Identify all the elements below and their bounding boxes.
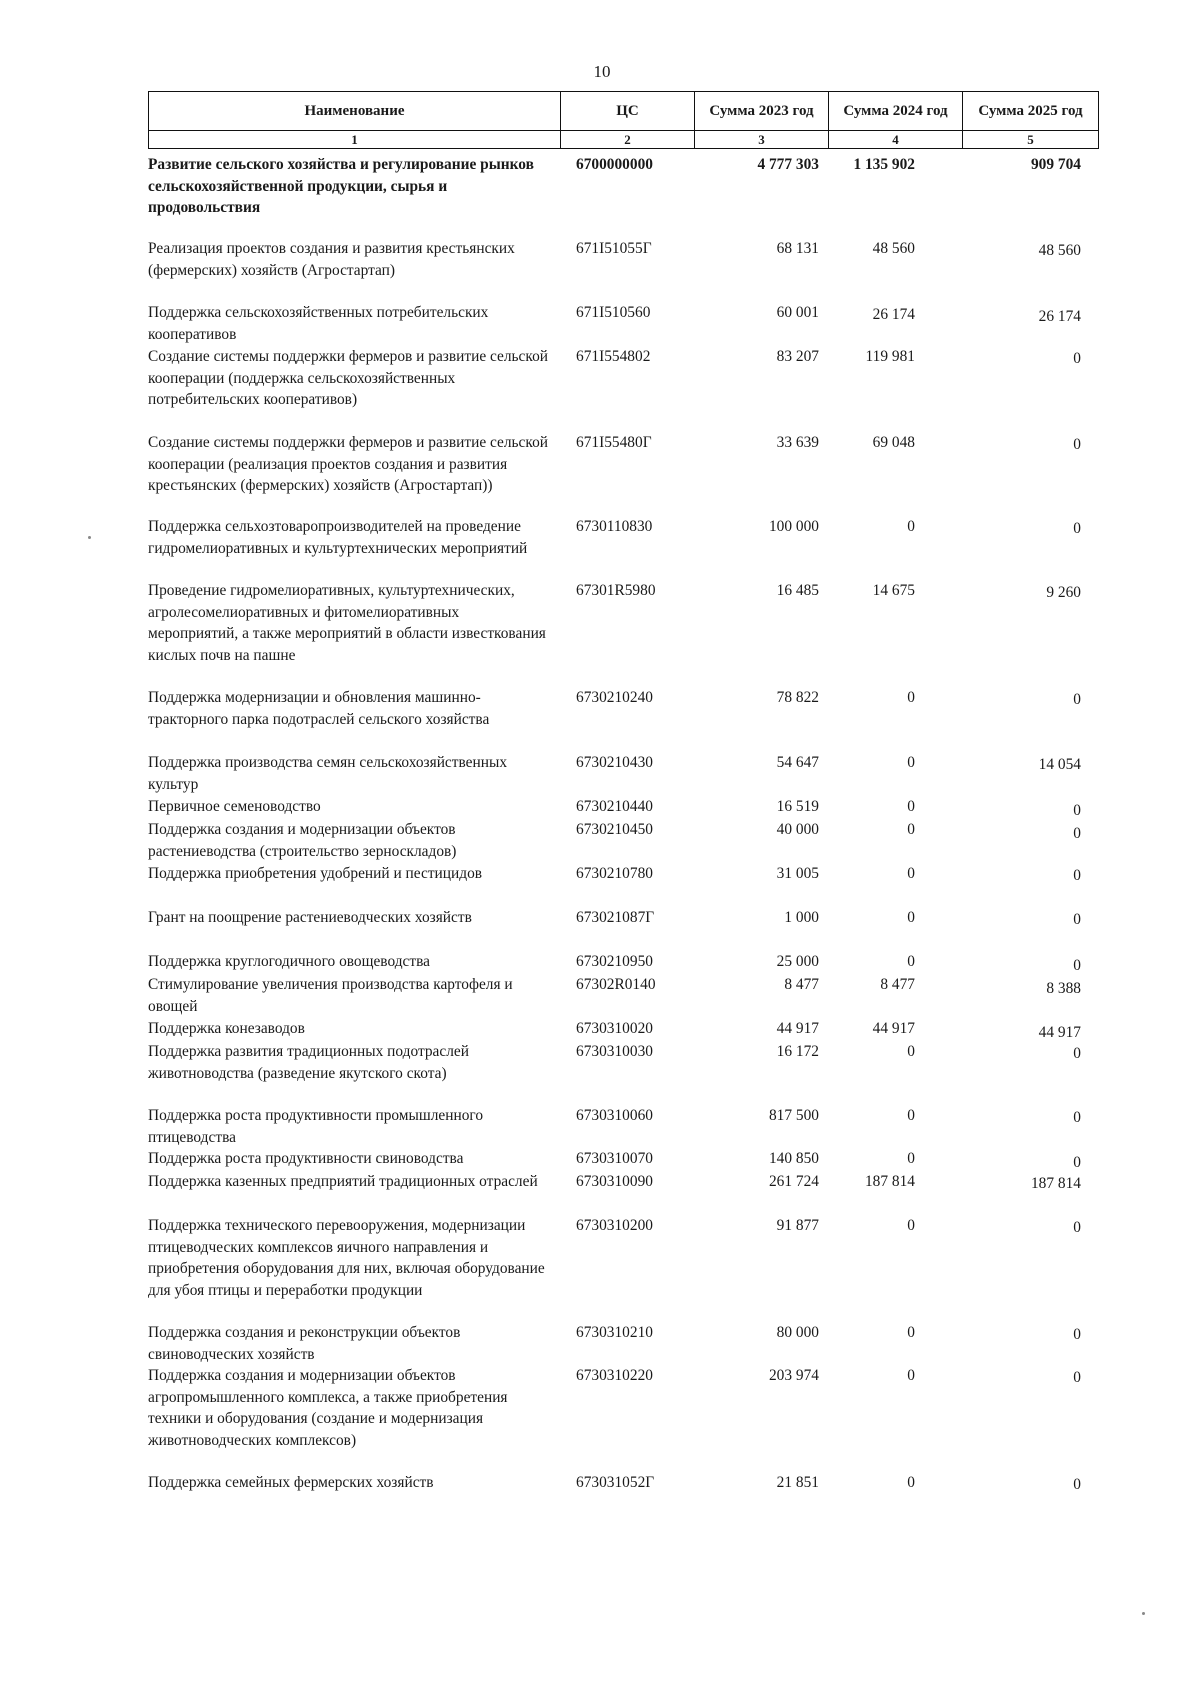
- header-number-4: 4: [829, 131, 963, 149]
- row-name: Поддержка сельскохозяйственных потребительских кооперативов: [148, 304, 489, 343]
- table-row: [148, 302, 1084, 345]
- scan-speck: [1142, 1612, 1145, 1615]
- row-sum-2024: 69 048: [872, 434, 915, 451]
- row-sum-2025: 0: [1073, 867, 1081, 884]
- table-row: [148, 752, 1084, 795]
- table-row: [148, 238, 1084, 281]
- table-row: [148, 1041, 1084, 1084]
- row-sum-2023: 78 822: [776, 689, 819, 706]
- header-sum-2025: Сумма 2025 год: [963, 92, 1099, 131]
- row-cs: 6730310020: [576, 1020, 653, 1037]
- table-row: [148, 1105, 1084, 1148]
- row-sum-2023: 33 639: [776, 434, 819, 451]
- row-sum-2024: 0: [907, 1150, 915, 1167]
- row-sum-2025: 909 704: [1030, 156, 1081, 173]
- row-cs: 6730310200: [576, 1217, 653, 1234]
- row-name: Первичное семеноводство: [148, 798, 321, 815]
- table-row: [148, 819, 1084, 862]
- row-cs: 673021087Г: [576, 909, 655, 926]
- row-sum-2023: 31 005: [776, 865, 819, 882]
- row-cs: 67301R5980: [576, 582, 656, 599]
- row-sum-2025: 9 260: [1046, 584, 1081, 601]
- row-sum-2025: 44 917: [1038, 1024, 1081, 1041]
- row-name: Поддержка создания и модернизации объектов агропромышленного комплекса, а также приобретения техники и оборудования (создание и модернизация животноводческих комплексов): [148, 1367, 508, 1449]
- row-sum-2023: 44 917: [776, 1020, 819, 1037]
- row-sum-2024: 0: [907, 1107, 915, 1124]
- header-sum-2024: Сумма 2024 год: [829, 92, 963, 131]
- row-name: Поддержка приобретения удобрений и пестицидов: [148, 865, 483, 882]
- row-sum-2024: 0: [907, 953, 915, 970]
- row-name: Поддержка развития традиционных подотраслей животноводства (разведение якутского скота): [148, 1043, 469, 1082]
- row-sum-2025: 0: [1073, 911, 1081, 928]
- row-sum-2025: 14 054: [1038, 756, 1081, 773]
- row-cs: 671I554802: [576, 348, 651, 365]
- row-sum-2023: 40 000: [776, 821, 819, 838]
- row-sum-2023: 68 131: [776, 240, 819, 257]
- row-cs: 6730310070: [576, 1150, 653, 1167]
- row-name: Поддержка семейных фермерских хозяйств: [148, 1474, 434, 1491]
- row-cs: 6700000000: [576, 156, 653, 173]
- row-sum-2024: 0: [907, 1324, 915, 1341]
- row-sum-2025: 0: [1073, 1369, 1081, 1386]
- row-sum-2024: 0: [907, 1367, 915, 1384]
- row-name: Поддержка конезаводов: [148, 1020, 305, 1037]
- row-sum-2025: 0: [1073, 1476, 1081, 1493]
- row-cs: 6730310220: [576, 1367, 653, 1384]
- row-cs: 6730210780: [576, 865, 653, 882]
- header-number-3: 3: [695, 131, 829, 149]
- row-sum-2024: 1 135 902: [853, 156, 915, 173]
- header-number-5: 5: [963, 131, 1099, 149]
- table-row: [148, 687, 1084, 730]
- row-name: Поддержка технического перевооружения, модернизации птицеводческих комплексов яичного направления и приобретения оборудования для них, включая оборудование для убоя птицы и переработки продукции: [148, 1217, 545, 1299]
- row-cs: 6730310210: [576, 1324, 653, 1341]
- row-sum-2023: 817 500: [768, 1107, 819, 1124]
- row-sum-2023: 203 974: [768, 1367, 819, 1384]
- row-sum-2025: 0: [1073, 1154, 1081, 1171]
- header-cs: ЦС: [561, 92, 695, 131]
- row-name: Развитие сельского хозяйства и регулирование рынков сельскохозяйственной продукции, сырья и продовольствия: [148, 156, 534, 216]
- row-sum-2025: 0: [1073, 1326, 1081, 1343]
- row-sum-2024: 0: [907, 821, 915, 838]
- row-sum-2023: 261 724: [768, 1173, 819, 1190]
- row-sum-2023: 54 647: [776, 754, 819, 771]
- row-sum-2025: 0: [1073, 436, 1081, 453]
- row-sum-2025: 0: [1073, 350, 1081, 367]
- header-number-1: 1: [149, 131, 561, 149]
- row-name: Поддержка круглогодичного овощеводства: [148, 953, 431, 970]
- row-sum-2024: 48 560: [872, 240, 915, 257]
- row-sum-2023: 16 172: [776, 1043, 819, 1060]
- row-cs: 6730210240: [576, 689, 653, 706]
- table-row: [148, 796, 1084, 822]
- row-name: Стимулирование увеличения производства картофеля и овощей: [148, 976, 513, 1015]
- row-sum-2025: 0: [1073, 802, 1081, 819]
- row-sum-2023: 60 001: [776, 304, 819, 321]
- row-sum-2025: 187 814: [1030, 1175, 1081, 1192]
- row-sum-2023: 140 850: [768, 1150, 819, 1167]
- row-cs: 67302R0140: [576, 976, 656, 993]
- row-name: Поддержка модернизации и обновления машинно-тракторного парка подотраслей сельского хозяйства: [148, 689, 490, 728]
- row-cs: 6730110830: [576, 518, 653, 535]
- table-header: [148, 91, 1099, 149]
- table-row: [148, 1148, 1084, 1174]
- table-row: [148, 1215, 1084, 1301]
- row-sum-2023: 25 000: [776, 953, 819, 970]
- row-sum-2024: 0: [907, 798, 915, 815]
- row-sum-2025: 26 174: [1038, 308, 1081, 325]
- row-sum-2023: 1 000: [784, 909, 819, 926]
- row-sum-2024: 0: [907, 909, 915, 926]
- row-sum-2023: 91 877: [776, 1217, 819, 1234]
- row-cs: 6730210440: [576, 798, 653, 815]
- row-cs: 6730210430: [576, 754, 653, 771]
- row-sum-2025: 0: [1073, 691, 1081, 708]
- row-sum-2023: 16 519: [776, 798, 819, 815]
- row-sum-2023: 8 477: [784, 976, 819, 993]
- table-row: [148, 863, 1084, 887]
- table-row: [148, 1171, 1084, 1195]
- row-sum-2024: 0: [907, 754, 915, 771]
- table-row: [148, 974, 1084, 1017]
- row-sum-2024: 0: [907, 1217, 915, 1234]
- table-row: [148, 951, 1084, 977]
- row-sum-2023: 21 851: [776, 1474, 819, 1491]
- row-name: Создание системы поддержки фермеров и развитие сельской кооперации (поддержка сельскохозяйственных потребительских кооперативов): [148, 348, 549, 408]
- row-cs: 6730310030: [576, 1043, 653, 1060]
- row-sum-2024: 8 477: [880, 976, 915, 993]
- row-name: Поддержка производства семян сельскохозяйственных культур: [148, 754, 508, 793]
- row-sum-2024: 0: [907, 1474, 915, 1491]
- table-row: [148, 1018, 1084, 1044]
- table-row: [148, 1322, 1084, 1365]
- row-sum-2023: 16 485: [776, 582, 819, 599]
- row-name: Грант на поощрение растениеводческих хозяйств: [148, 909, 472, 926]
- row-cs: 6730210450: [576, 821, 653, 838]
- row-sum-2024: 119 981: [865, 348, 915, 365]
- row-sum-2025: 0: [1073, 520, 1081, 537]
- row-sum-2025: 0: [1073, 1109, 1081, 1126]
- row-sum-2023: 4 777 303: [757, 156, 819, 173]
- row-name: Проведение гидромелиоративных, культуртехнических, агролесомелиоративных и фитомелиоративных мероприятий, а также мероприятий в области известкования кислых почв на пашне: [148, 582, 546, 664]
- row-name: Поддержка сельхозтоваропроизводителей на проведение гидромелиоративных и культуртехнических мероприятий: [148, 518, 528, 557]
- table-row: [148, 580, 1084, 666]
- row-sum-2024: 44 917: [872, 1020, 915, 1037]
- row-sum-2023: 80 000: [776, 1324, 819, 1341]
- row-cs: 6730310060: [576, 1107, 653, 1124]
- row-sum-2025: 0: [1073, 1219, 1081, 1236]
- row-cs: 671I510560: [576, 304, 651, 321]
- row-sum-2024: 0: [907, 865, 915, 882]
- table-row: [148, 346, 1084, 411]
- row-sum-2024: 0: [907, 518, 915, 535]
- row-name: Поддержка роста продуктивности свиноводства: [148, 1150, 464, 1167]
- row-sum-2025: 48 560: [1038, 242, 1081, 259]
- table-row: [148, 1365, 1084, 1451]
- row-sum-2023: 100 000: [768, 518, 819, 535]
- row-name: Поддержка казенных предприятий традиционных отраслей: [148, 1173, 538, 1190]
- row-sum-2025: 0: [1073, 1045, 1081, 1062]
- row-name: Поддержка создания и реконструкции объектов свиноводческих хозяйств: [148, 1324, 461, 1363]
- row-sum-2024: 0: [907, 689, 915, 706]
- row-sum-2023: 83 207: [776, 348, 819, 365]
- row-cs: 6730210950: [576, 953, 653, 970]
- row-cs: 671I51055Г: [576, 240, 652, 257]
- row-cs: 671I55480Г: [576, 434, 652, 451]
- table-row: [148, 907, 1084, 931]
- row-cs: 673031052Г: [576, 1474, 655, 1491]
- table-row: [148, 516, 1084, 559]
- row-name: Создание системы поддержки фермеров и развитие сельской кооперации (реализация проектов создания и развития крестьянских (фермерских) хозяйств (Агростартап)): [148, 434, 549, 494]
- row-sum-2025: 0: [1073, 825, 1081, 842]
- row-name: Реализация проектов создания и развития крестьянских (фермерских) хозяйств (Агростартап): [148, 240, 515, 279]
- row-sum-2024: 26 174: [872, 306, 915, 323]
- row-sum-2024: 14 675: [872, 582, 915, 599]
- row-sum-2024: 0: [907, 1043, 915, 1060]
- header-name: Наименование: [149, 92, 561, 131]
- row-sum-2025: 0: [1073, 957, 1081, 974]
- header-number-2: 2: [561, 131, 695, 149]
- scan-speck: [88, 536, 91, 539]
- table-row: [148, 154, 1084, 219]
- table-row: [148, 1472, 1084, 1496]
- page-number: 10: [593, 62, 611, 81]
- row-sum-2024: 187 814: [864, 1173, 915, 1190]
- row-name: Поддержка роста продуктивности промышленного птицеводства: [148, 1107, 484, 1146]
- header-sum-2023: Сумма 2023 год: [695, 92, 829, 131]
- row-cs: 6730310090: [576, 1173, 653, 1190]
- row-name: Поддержка создания и модернизации объектов растениеводства (строительство зерноскладов): [148, 821, 457, 860]
- table-row: [148, 432, 1084, 497]
- row-sum-2025: 8 388: [1046, 980, 1081, 997]
